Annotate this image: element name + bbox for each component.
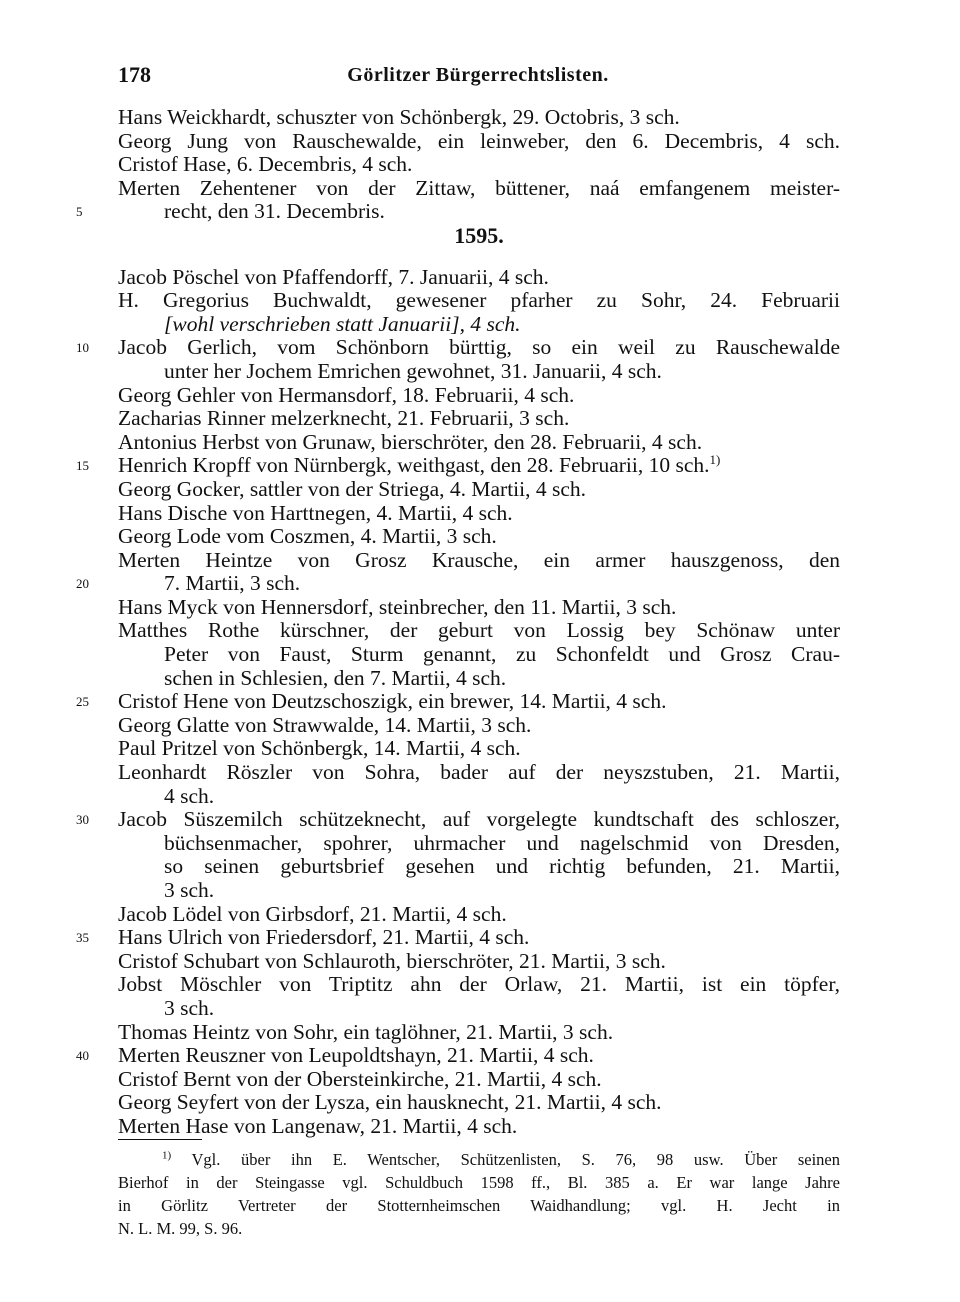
text-line: Paul Pritzel von Schönbergk, 14. Martii, 4 sch. [118,736,521,761]
line-number: 5 [76,204,83,220]
spacer [118,248,840,266]
text-line: Peter von Faust, Sturm genannt, zu Schonfeldt und Grosz Crau- [164,642,840,667]
text-line: Jacob Lödel von Girbsdorf, 21. Martii, 4 sch. [118,901,507,926]
text-line: Merten Hase von Langenaw, 21. Martii, 4 sch. [118,1113,518,1138]
text-line: Hans Weickhardt, schuszter von Schönbergk, 29. Octobris, 3 sch. [118,105,680,129]
text-line: Jacob Pöschel von Pfaffendorff, 7. Januarii, 4 sch. [118,264,549,289]
line-number: 30 [76,812,89,828]
text-line: Leonhardt Röszler von Sohra, bader auf der neyszstuben, 21. Martii, [118,760,840,785]
text-line: Georg Gehler von Hermansdorf, 18. Februarii, 4 sch. [118,382,575,407]
footnote [118,1148,840,1240]
text-line: Cristof Bernt von der Obersteinkirche, 21. Martii, 4 sch. [118,1066,602,1091]
footnote-line: Bierhof in der Steingasse vgl. Schuldbuch 1598 ff., Bl. 385 a. Er war lange Jahre [118,1173,840,1192]
text-line: schen in Schlesien, den 7. Martii, 4 sch. [164,665,507,690]
text-line: Cristof Hase, 6. Decembris, 4 sch. [118,152,413,177]
footnote-line: in Görlitz Vertreter der Stotternheimschen Waidhandlung; vgl. H. Jecht in [118,1196,840,1215]
text-line: so seinen geburtsbrief gesehen und richtig befunden, 21. Martii, [164,854,840,879]
line-number: 25 [76,694,89,710]
line-number: 20 [76,576,89,592]
footnote-mark: 1) [162,1149,172,1162]
page-number: 178 [118,62,151,87]
text-line: 15 Henrich Kropff von Nürnbergk, weithgast, den 28. Februarii, 10 sch.$^{1)}$ [76,452,721,478]
line-number: 15 [76,458,89,474]
footnote-ref: 1) [709,452,721,468]
text-line: 10 Jacob Gerlich, vom Schönborn bürttig, so ein weil zu Rauschewalde [76,335,840,360]
text-line: Georg Gocker, sattler von der Striega, 4. Martii, 4 sch. [118,476,587,501]
text-line: 35 Hans Ulrich von Friedersdorf, 21. Martii, 4 sch. [76,925,530,950]
text-line: 25 Cristof Hene von Deutzschoszigk, ein brewer, 14. Martii, 4 sch. [76,689,667,714]
main-text [76,105,840,1139]
text-line: Merten Zehentener von der Zittaw, büttener, naá emfangenem meister- [118,175,840,200]
text-line: 3 sch. [164,995,215,1020]
text-line: Merten Heintze von Grosz Krausche, ein armer hauszgenoss, den [118,547,840,572]
line-number: 10 [76,340,89,356]
text-line: 40 Merten Reuszner von Leupoldtshayn, 21. Martii, 4 sch. [76,1043,594,1068]
text-line: Hans Myck von Hennersdorf, steinbrecher, den 11. Martii, 3 sch. [118,594,677,619]
text-line: Georg Glatte von Strawwalde, 14. Martii, 3 sch. [118,712,532,737]
text-line: Zacharias Rinner melzerknecht, 21. Februarii, 3 sch. [118,406,570,431]
line-number: 35 [76,930,89,946]
text-line: 20 7. Martii, 3 sch. [76,571,301,596]
line-number: 40 [76,1048,89,1064]
text-line: 4 sch. [164,783,215,808]
text-line: Matthes Rothe kürschner, der geburt von Lossig bey Schönaw unter [118,618,840,643]
text-line: 5 recht, den 31. Decembris. [76,199,385,224]
text-line: Antonius Herbst von Grunaw, bierschröter, den 28. Februarii, 4 sch. [118,429,703,454]
text-line: 30 Jacob Süszemilch schützeknecht, auf vorgelegte kundtschaft des schloszer, [76,807,840,832]
text-line: unter her Jochem Emrichen gewohnet, 31. Januarii, 4 sch. [164,358,662,383]
text-line: Georg Jung von Rauschewalde, ein leinweber, den 6. Decembris, 4 sch. [118,128,840,153]
page-header [118,62,838,92]
year-heading: 1595. [454,222,504,248]
footnote-line: $^{1)}$ Vgl. über ihn E. Wentscher, Schützenlisten, S. 76, 98 usw. Über seinen [162,1149,840,1169]
running-title: Görlitzer Bürgerrechtslisten. [347,64,609,86]
text-line: H. Gregorius Buchwaldt, gewesener pfarher zu Sohr, 24. Februarii [118,288,840,313]
text-line: Jobst Möschler von Triptitz ahn der Orlaw, 21. Martii, ist ein töpfer, [118,972,840,997]
footnote-rule [118,1139,202,1140]
text-line: [wohl verschrieben statt Januarii], 4 sch. [164,311,521,336]
text-line: Georg Seyfert von der Lysza, ein hausknecht, 21. Martii, 4 sch. [118,1090,662,1115]
text-line: Hans Dische von Harttnegen, 4. Martii, 4 sch. [118,500,513,525]
text-line: Georg Lode vom Coszmen, 4. Martii, 3 sch. [118,524,497,549]
text-line: 3 sch. [164,878,215,902]
footnote-line: N. L. M. 99, S. 96. [118,1219,243,1238]
text-line: Cristof Schubart von Schlauroth, bierschröter, 21. Martii, 3 sch. [118,948,666,973]
text-line: büchsenmacher, spohrer, uhrmacher und nagelschmid von Dresden, [164,830,840,855]
text-line: Thomas Heintz von Sohr, ein taglöhner, 21. Martii, 3 sch. [118,1019,614,1044]
